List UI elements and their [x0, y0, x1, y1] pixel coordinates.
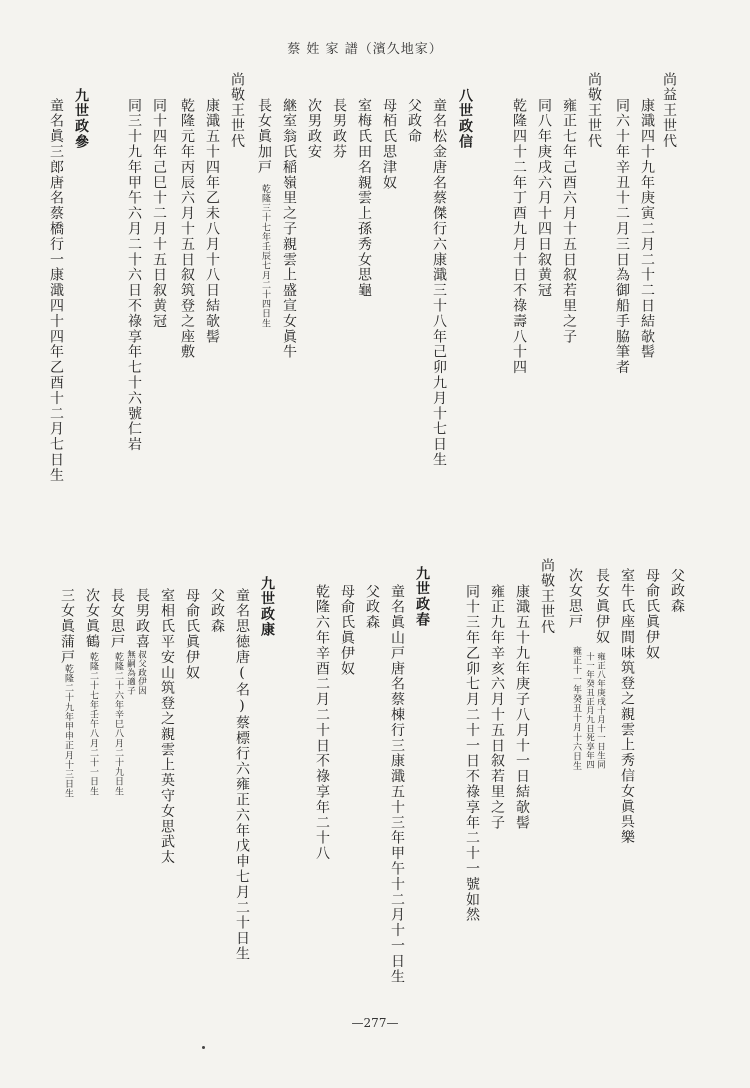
text-column: 母俞氏眞伊奴 — [339, 584, 355, 677]
text-column: 童名眞山戸唐名蔡棟行三康濈五十三年甲午十二月十一日生 — [389, 584, 405, 985]
text-column: 父政森 — [669, 568, 685, 615]
text-column: 雍正九年辛亥六月十五日叙若里之子 — [489, 584, 505, 831]
text-column: 同十四年己巳十二月十五日叙黄冠 — [151, 98, 167, 329]
text-column: 次男政安 — [306, 98, 322, 160]
annotation-note: 乾隆二十七年壬午八月二十一日生 — [88, 652, 98, 796]
text-column: 次女眞鶴 — [84, 588, 100, 650]
text-column: 同十三年乙卯七月二十一日不祿享年二十一號如然 — [464, 584, 480, 923]
ink-speck — [202, 1046, 205, 1049]
text-column: 康濈五十九年庚子八月十一日結欹髻 — [514, 584, 530, 831]
text-column: 童名眞三郎唐名蔡橋行一康濈四十四年乙酉十二月七日生 — [48, 98, 64, 483]
text-column: 母栢氏思津奴 — [381, 98, 397, 191]
text-column: 童名思徳唐(名)蔡標行六雍正六年戊申七月二十日生 — [234, 588, 250, 962]
generation-heading: 八世政信 — [457, 88, 473, 150]
generation-heading: 九世政康 — [259, 576, 275, 638]
text-column: 父政森 — [209, 588, 225, 635]
text-column: 長女眞伊奴 — [594, 568, 610, 645]
reign-heading: 尚敬王世代 — [539, 558, 555, 635]
text-column: 母俞氏眞伊奴 — [644, 568, 660, 661]
text-column: 室牛氏座間味筑登之親雲上秀信女眞呉樂 — [619, 568, 635, 846]
text-column: 長女思戸 — [109, 588, 125, 650]
page-header: 蔡 姓 家 譜（濱久地家） — [287, 42, 443, 57]
text-column: 康濈四十九年庚寅二月二十二日結欹髻 — [639, 98, 655, 360]
annotation-note: 無嗣為適子 — [125, 650, 136, 695]
text-column: 雍正七年己酉六月十五日叙若里之子 — [561, 98, 577, 345]
annotation-note: 乾隆二十六年辛巳八月二十九日生 — [113, 652, 123, 796]
text-column: 父政命 — [406, 98, 422, 145]
generation-heading: 九世政參 — [73, 88, 89, 150]
text-column: 母俞氏眞伊奴 — [184, 588, 200, 681]
text-column: 乾隆六年辛酉二月二十日不祿享年二十八 — [314, 584, 330, 862]
text-column: 同八年庚戌六月十四日叙黄冠 — [536, 98, 552, 299]
annotation-note: 雍正十一年癸丑十月十六日生 — [571, 646, 581, 771]
text-column: 長男政喜 — [134, 588, 150, 650]
text-column: 乾隆元年丙辰六月十五日叙筑登之座敷 — [179, 98, 195, 360]
text-column: 同六十年辛丑十二月三日為御船手脇筆者 — [614, 98, 630, 376]
text-column: 乾隆四十二年丁酉九月十日不祿壽八十四 — [511, 98, 527, 376]
annotation-note: 雍正八年庚戌十月十一日生同 — [595, 652, 606, 769]
reign-heading: 尚益王世代 — [661, 72, 677, 149]
text-column: 康濈五十四年乙未八月十八日結欹髻 — [204, 98, 220, 345]
text-column: 父政森 — [364, 584, 380, 631]
annotation-note: 乾隆二十九年甲申正月十三日生 — [63, 664, 73, 799]
text-column: 継室翁氏稲嶺里之子親雲上盛宣女眞牛 — [281, 98, 297, 360]
text-column: 長男政芬 — [331, 98, 347, 160]
text-column: 三女眞蒲戸 — [59, 588, 75, 665]
annotation-note: 叔父政伊因 — [136, 650, 147, 695]
page-number: —277— — [351, 1016, 399, 1030]
text-column: 同三十九年甲午六月二十六日不祿享年七十六號仁岩 — [126, 98, 142, 453]
annotation-note: 十一年癸丑正月九日死享年四 — [584, 652, 595, 769]
reign-heading: 尚敬王世代 — [586, 72, 602, 149]
annotation-note: 乾隆三十七年壬辰七月二十四日生 — [260, 184, 270, 328]
generation-heading: 九世政春 — [414, 566, 430, 628]
text-column: 室梅氏田名親雲上孫秀女思龜 — [356, 98, 372, 299]
text-column: 長女眞加戸 — [256, 98, 272, 175]
text-column: 童名松金唐名蔡傑行六康濈三十八年己卯九月十七日生 — [431, 98, 447, 468]
text-column: 室相氏平安山筑登之親雲上英守女思武太 — [159, 588, 175, 866]
reign-heading: 尚敬王世代 — [229, 72, 245, 149]
text-column: 次女思戸 — [567, 568, 583, 630]
